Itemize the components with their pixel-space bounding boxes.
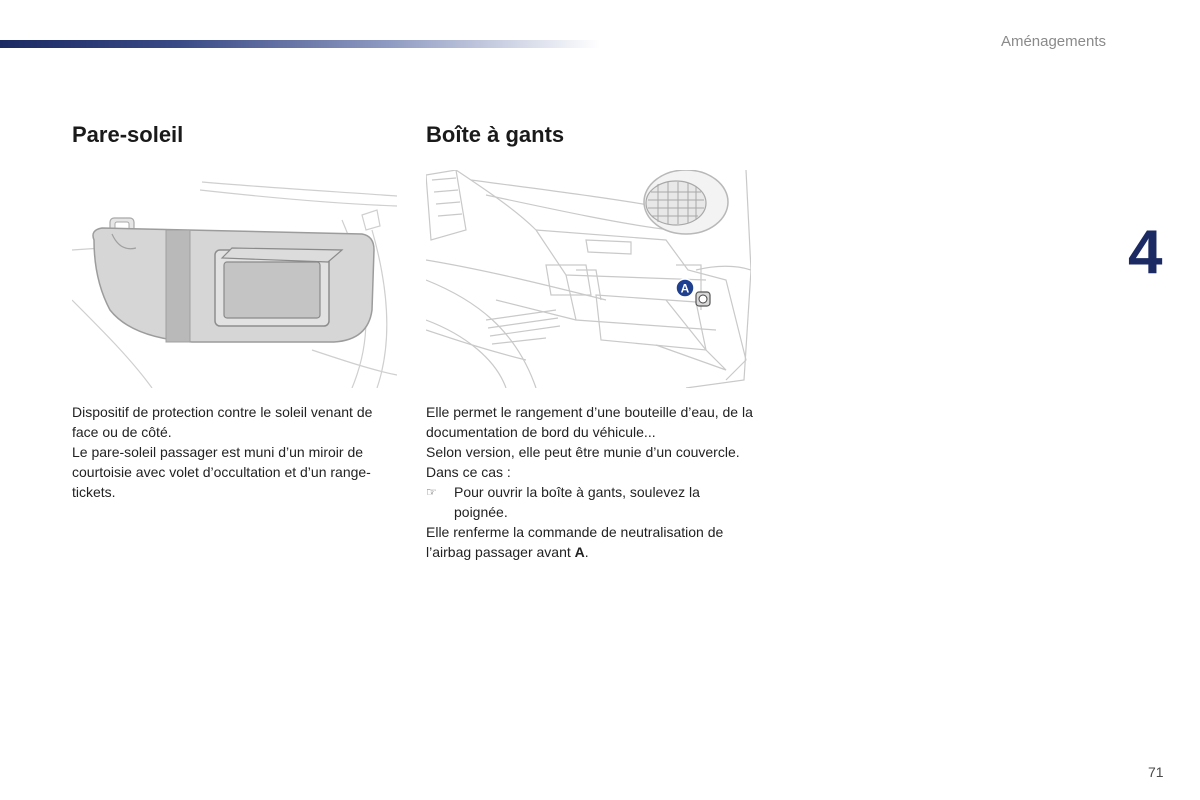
glove-box-paragraph-3	[426, 522, 756, 562]
airbag-text: Elle renferme la commande de neutralisation de l’airbag passager avant	[426, 524, 724, 560]
glove-box-illustration	[426, 170, 751, 388]
sun-visor-section	[72, 120, 402, 502]
callout-a-marker	[676, 279, 694, 297]
section-label: Aménagements	[1000, 33, 1106, 50]
sun-visor-illustration	[72, 170, 397, 388]
page-number: 71	[1148, 764, 1164, 780]
hand-pointer-icon: ☞	[426, 485, 437, 499]
glove-box-bullet	[426, 482, 756, 522]
glove-box-bullet-text: Pour ouvrir la boîte à gants, soulevez la poignée.	[454, 484, 700, 520]
glove-box-section	[426, 120, 756, 562]
sun-visor-description	[72, 402, 402, 502]
sun-visor-paragraph-1: Dispositif de protection contre le soleil venant de face ou de côté.	[72, 404, 373, 440]
glove-box-paragraph-2: Selon version, elle peut être munie d’un couvercle. Dans ce cas :	[426, 444, 740, 480]
airbag-ref-a: A	[574, 544, 585, 560]
airbag-text-end: .	[584, 544, 589, 560]
glove-box-title: Boîte à gants	[426, 122, 565, 147]
glove-box-description	[426, 402, 756, 562]
sun-visor-title: Pare-soleil	[72, 122, 184, 147]
sun-visor-paragraph-2: Le pare-soleil passager est muni d’un miroir de courtoisie avec volet d’occultation et d’un range-tickets.	[72, 444, 371, 500]
header-gradient-bar	[0, 40, 600, 48]
chapter-number: 4	[1128, 218, 1163, 287]
callout-a-label: A	[680, 281, 690, 296]
glove-box-paragraph-1: Elle permet le rangement d’une bouteille d’eau, de la documentation de bord du véhicule...	[426, 404, 753, 440]
